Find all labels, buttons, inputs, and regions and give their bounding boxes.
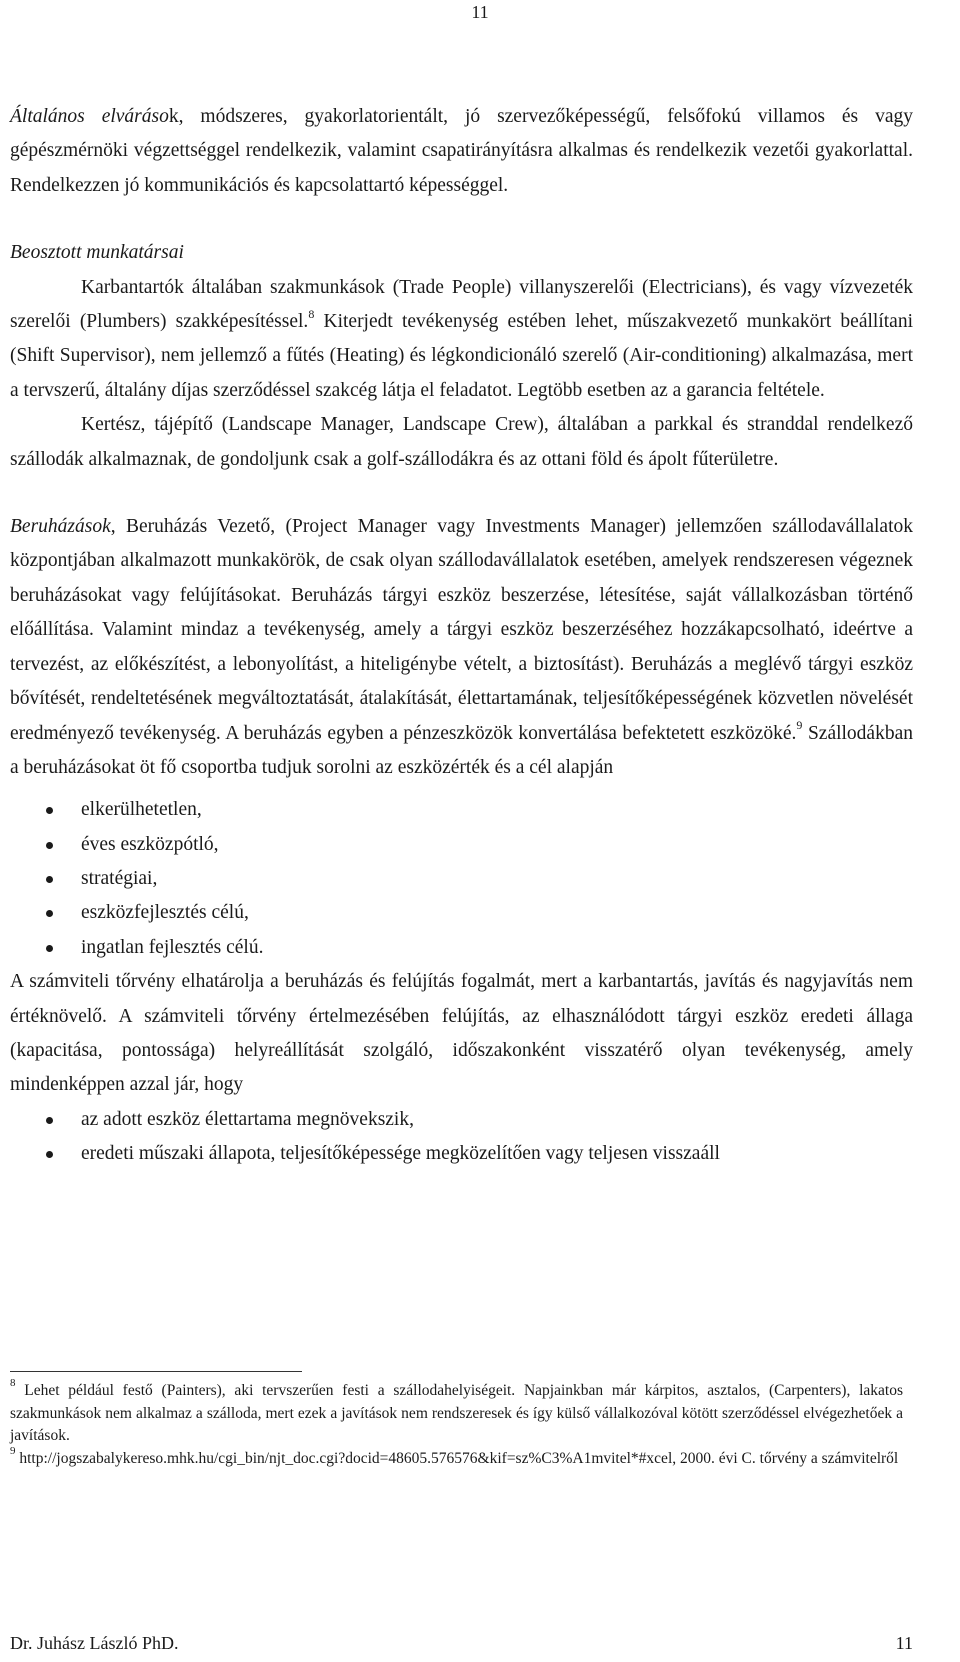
footnote-text: Lehet például festő (Painters), aki tervszerűen festi a szállodahelyiségeit. Napjainkban már kárpitos, asztalos, (Carpenters), lakatos szakmunkások nem alkalmaz a szálloda, mert ezek a javítások nem rendszeresek és így külső vállalkozóval kötött szerződéssel elvégezhetőek a javítások. xyxy=(10,1382,903,1445)
footer-page-number: 11 xyxy=(895,1633,913,1653)
paragraph-text: , Beruházás Vezető, (Project Manager vagy Investments Manager) jellemzően szállodavállalatok központjában alkalmazott munkakörök, de csak olyan szállodavállalatok esetében, amelyek rendszeresen végeznek beruházásokat vagy felújításokat. Beruházás tárgyi eszköz beszerzése, létesítése, saját vállalkozásban történő előállítása. Valamint mindaz a tevékenység, amely a tárgyi eszköz beszerzéséhez hozzákapcsolható, ideértve a tervezést, az előkészítést, a lebonyolítást, a hiteligénybe vételt, a biztosítást). Beruházás a meglévő tárgyi eszköz bővítését, rendeltetésének megváltoztatását, átalakítását, élettartamának, teljesítőképességének közvetlen növelését eredményező tevékenység. A beruházás egyben a pénzeszközök konvertálása befektetett eszközöké. xyxy=(10,516,913,744)
list-item: stratégiai, xyxy=(10,862,913,896)
inline-heading-investments: Beruházások xyxy=(10,516,111,538)
footnote-divider xyxy=(10,1371,302,1372)
document-body xyxy=(10,100,913,1172)
investment-groups-list xyxy=(10,793,913,965)
page-footer xyxy=(10,1633,913,1662)
list-item: eredeti műszaki állapota, teljesítőképessége megközelítően vagy teljesen visszaáll xyxy=(10,1137,913,1171)
list-item: ingatlan fejlesztés célú. xyxy=(10,931,913,965)
bullet-icon xyxy=(46,807,53,814)
footnote-text-link[interactable]: http://jogszabalykereso.mhk.hu/cgi_bin/njt_doc.cgi?docid=48605.576576&kif=sz%C3%A1mvitel*#xcel, 2000. évi C. tőrvény a számvitelről xyxy=(15,1449,899,1467)
bullet-icon xyxy=(46,876,53,883)
footnote-number: 9 xyxy=(10,1444,16,1457)
bullet-icon xyxy=(46,910,53,917)
paragraph-text: Karbantartók általában szakmunkások (Trade People) villanyszerelői (Electricians), és vagy vízvezeték szerelői (Plumbers) szakképesítéssel. xyxy=(10,276,913,333)
paragraph-general-requirements xyxy=(10,100,913,203)
paragraph-investments xyxy=(10,510,913,785)
paragraph-accounting-law: A számviteli tőrvény elhatárolja a beruházás és felújítás fogalmát, mert a karbantartás, javítás és nagyjavítás nem értéknövelő. A számviteli tőrvény értelmezésében felújítás, az elhasználódott tárgyi eszköz eredeti állaga (kapacitása, pontossága) helyreállítását szolgáló, időszakonként visszatérő olyan tevékenység, amely mindenképpen azzal jár, hogy xyxy=(10,971,913,1096)
bullet-icon xyxy=(46,1117,53,1124)
list-item: eszközfejlesztés célú, xyxy=(10,896,913,930)
inline-heading-staff: Beosztott munkatársai xyxy=(10,242,184,264)
list-item: éves eszközpótló, xyxy=(10,828,913,862)
footnotes xyxy=(10,1376,903,1470)
footnote-ref-9[interactable]: 9 xyxy=(796,718,803,732)
page-number-top: 11 xyxy=(471,2,489,22)
renovation-conditions-list xyxy=(10,1103,913,1172)
footnote-8 xyxy=(10,1376,903,1448)
paragraph-text: Kiterjedt tevékenység estében lehet, műszakvezető munkakört beállítani (Shift Supervisor), nem jellemző a fűtés (Heating) és légkondicionáló szerelő (Air-conditioning) alkalmazása, mert a tervszerű, általány díjas szerződéssel szakcég látja el feladatot. Legtöbb esetben az a garancia feltétele. xyxy=(10,311,913,401)
bullet-icon xyxy=(46,1151,53,1158)
paragraph-text: k, módszeres, gyakorlatorientált, jó szervezőképességű, felsőfokú villamos és vagy gépészmérnöki végzettséggel rendelkezik, valamint csapatirányításra alkalmas és rendelkezik vezetői gyakorlattal. Rendelkezzen jó kommunikációs és kapcsolattartó képességgel. xyxy=(10,106,913,196)
footer-author: Dr. Juhász László PhD. xyxy=(10,1633,179,1653)
paragraph-gardener: Kertész, tájépítő (Landscape Manager, Landscape Crew), általában a parkkal és stranddal rendelkező szállodák alkalmaznak, de gondoljunk csak a golf-szállodákra és az ottani föld és ápolt fűterületre. xyxy=(10,414,913,470)
footnote-ref-8[interactable]: 8 xyxy=(308,306,315,321)
bullet-icon xyxy=(46,945,53,952)
list-item: elkerülhetetlen, xyxy=(10,793,913,827)
list-item: az adott eszköz élettartama megnövekszik, xyxy=(10,1103,913,1137)
inline-heading-general-requirements: Általános elváráso xyxy=(10,106,169,127)
footnote-number: 8 xyxy=(10,1376,16,1389)
paragraph-maintenance-staff xyxy=(10,271,913,409)
footnote-9 xyxy=(10,1444,903,1471)
bullet-icon xyxy=(46,842,53,849)
paragraph-text: Szállodákban a beruházásokat öt fő csoportba tudjuk sorolni az eszközérték és a cél alapján xyxy=(10,722,913,778)
